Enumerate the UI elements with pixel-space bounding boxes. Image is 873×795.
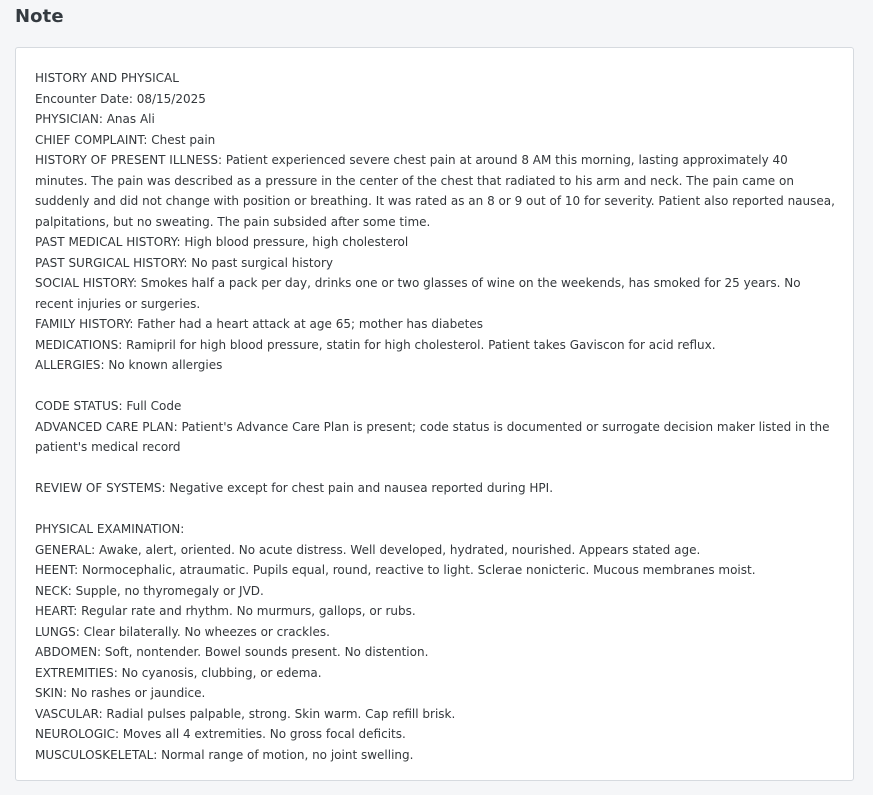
note-line-heart: HEART: Regular rate and rhythm. No murmurs, gallops, or rubs.: [35, 604, 416, 618]
note-line-lungs: LUNGS: Clear bilaterally. No wheezes or crackles.: [35, 624, 330, 639]
note-line-physical-exam-heading: PHYSICAL EXAMINATION:: [35, 522, 185, 536]
note-line-musculoskeletal: MUSCULOSKELETAL: Normal range of motion, no joint swelling.: [35, 747, 414, 762]
note-line-hpi: HISTORY OF PRESENT ILLNESS: Patient experienced severe chest pain at around 8 AM this morning, lasting approximately 40 minutes. The pain was described as a pressure in the center of the chest that radiated to his arm and neck. The pain came on suddenly and did not change with position or breathing. It was rated as an 8 or 9 out of 10 for severity. Patient also reported nausea, palpitations, but no sweating. The pain subsided after some time.: [35, 153, 835, 229]
note-line-skin: SKIN: No rashes or jaundice.: [35, 686, 206, 700]
note-line-allergies: ALLERGIES: No known allergies: [35, 358, 223, 372]
page-title: Note: [15, 6, 64, 27]
note-line-past-surgical-history: PAST SURGICAL HISTORY: No past surgical history: [35, 255, 334, 270]
note-line-vascular: VASCULAR: Radial pulses palpable, strong. Skin warm. Cap refill brisk.: [35, 706, 456, 721]
note-line-physician: PHYSICIAN: Anas Ali: [35, 112, 155, 126]
note-blank-line: [35, 499, 841, 520]
note-line-past-medical-history: PAST MEDICAL HISTORY: High blood pressure, high cholesterol: [35, 235, 409, 249]
note-line-heading: HISTORY AND PHYSICAL: [35, 71, 179, 85]
note-line-heent: HEENT: Normocephalic, atraumatic. Pupils equal, round, reactive to light. Sclerae nonicteric. Mucous membranes moist.: [35, 563, 756, 577]
note-line-advanced-care-plan: ADVANCED CARE PLAN: Patient's Advance Care Plan is present; code status is documented or surrogate decision maker listed in the patient's medical record: [35, 419, 830, 454]
note-line-code-status: CODE STATUS: Full Code: [35, 399, 182, 413]
note-line-neck: NECK: Supple, no thyromegaly or JVD.: [35, 583, 264, 598]
note-line-general: GENERAL: Awake, alert, oriented. No acute distress. Well developed, hydrated, nourished. Appears stated age.: [35, 542, 701, 557]
note-line-medications: MEDICATIONS: Ramipril for high blood pressure, statin for high cholesterol. Patient takes Gaviscon for acid reflux.: [35, 337, 716, 352]
note-line-social-history: SOCIAL HISTORY: Smokes half a pack per day, drinks one or two glasses of wine on the weekends, has smoked for 25 years. No recent injuries or surgeries.: [35, 276, 801, 311]
note-line-extremities: EXTREMITIES: No cyanosis, clubbing, or edema.: [35, 665, 322, 680]
note-line-abdomen: ABDOMEN: Soft, nontender. Bowel sounds present. No distention.: [35, 645, 429, 659]
note-line-neurologic: NEUROLOGIC: Moves all 4 extremities. No gross focal deficits.: [35, 727, 406, 741]
note-card: [15, 47, 854, 781]
note-body[interactable]: [35, 68, 841, 765]
note-line-chief-complaint: CHIEF COMPLAINT: Chest pain: [35, 132, 216, 147]
note-blank-line: [35, 458, 841, 479]
note-line-encounter-date: Encounter Date: 08/15/2025: [35, 91, 206, 106]
note-line-review-of-systems: REVIEW OF SYSTEMS: Negative except for chest pain and nausea reported during HPI.: [35, 481, 554, 495]
note-line-family-history: FAMILY HISTORY: Father had a heart attack at age 65; mother has diabetes: [35, 317, 483, 331]
note-blank-line: [35, 376, 841, 397]
